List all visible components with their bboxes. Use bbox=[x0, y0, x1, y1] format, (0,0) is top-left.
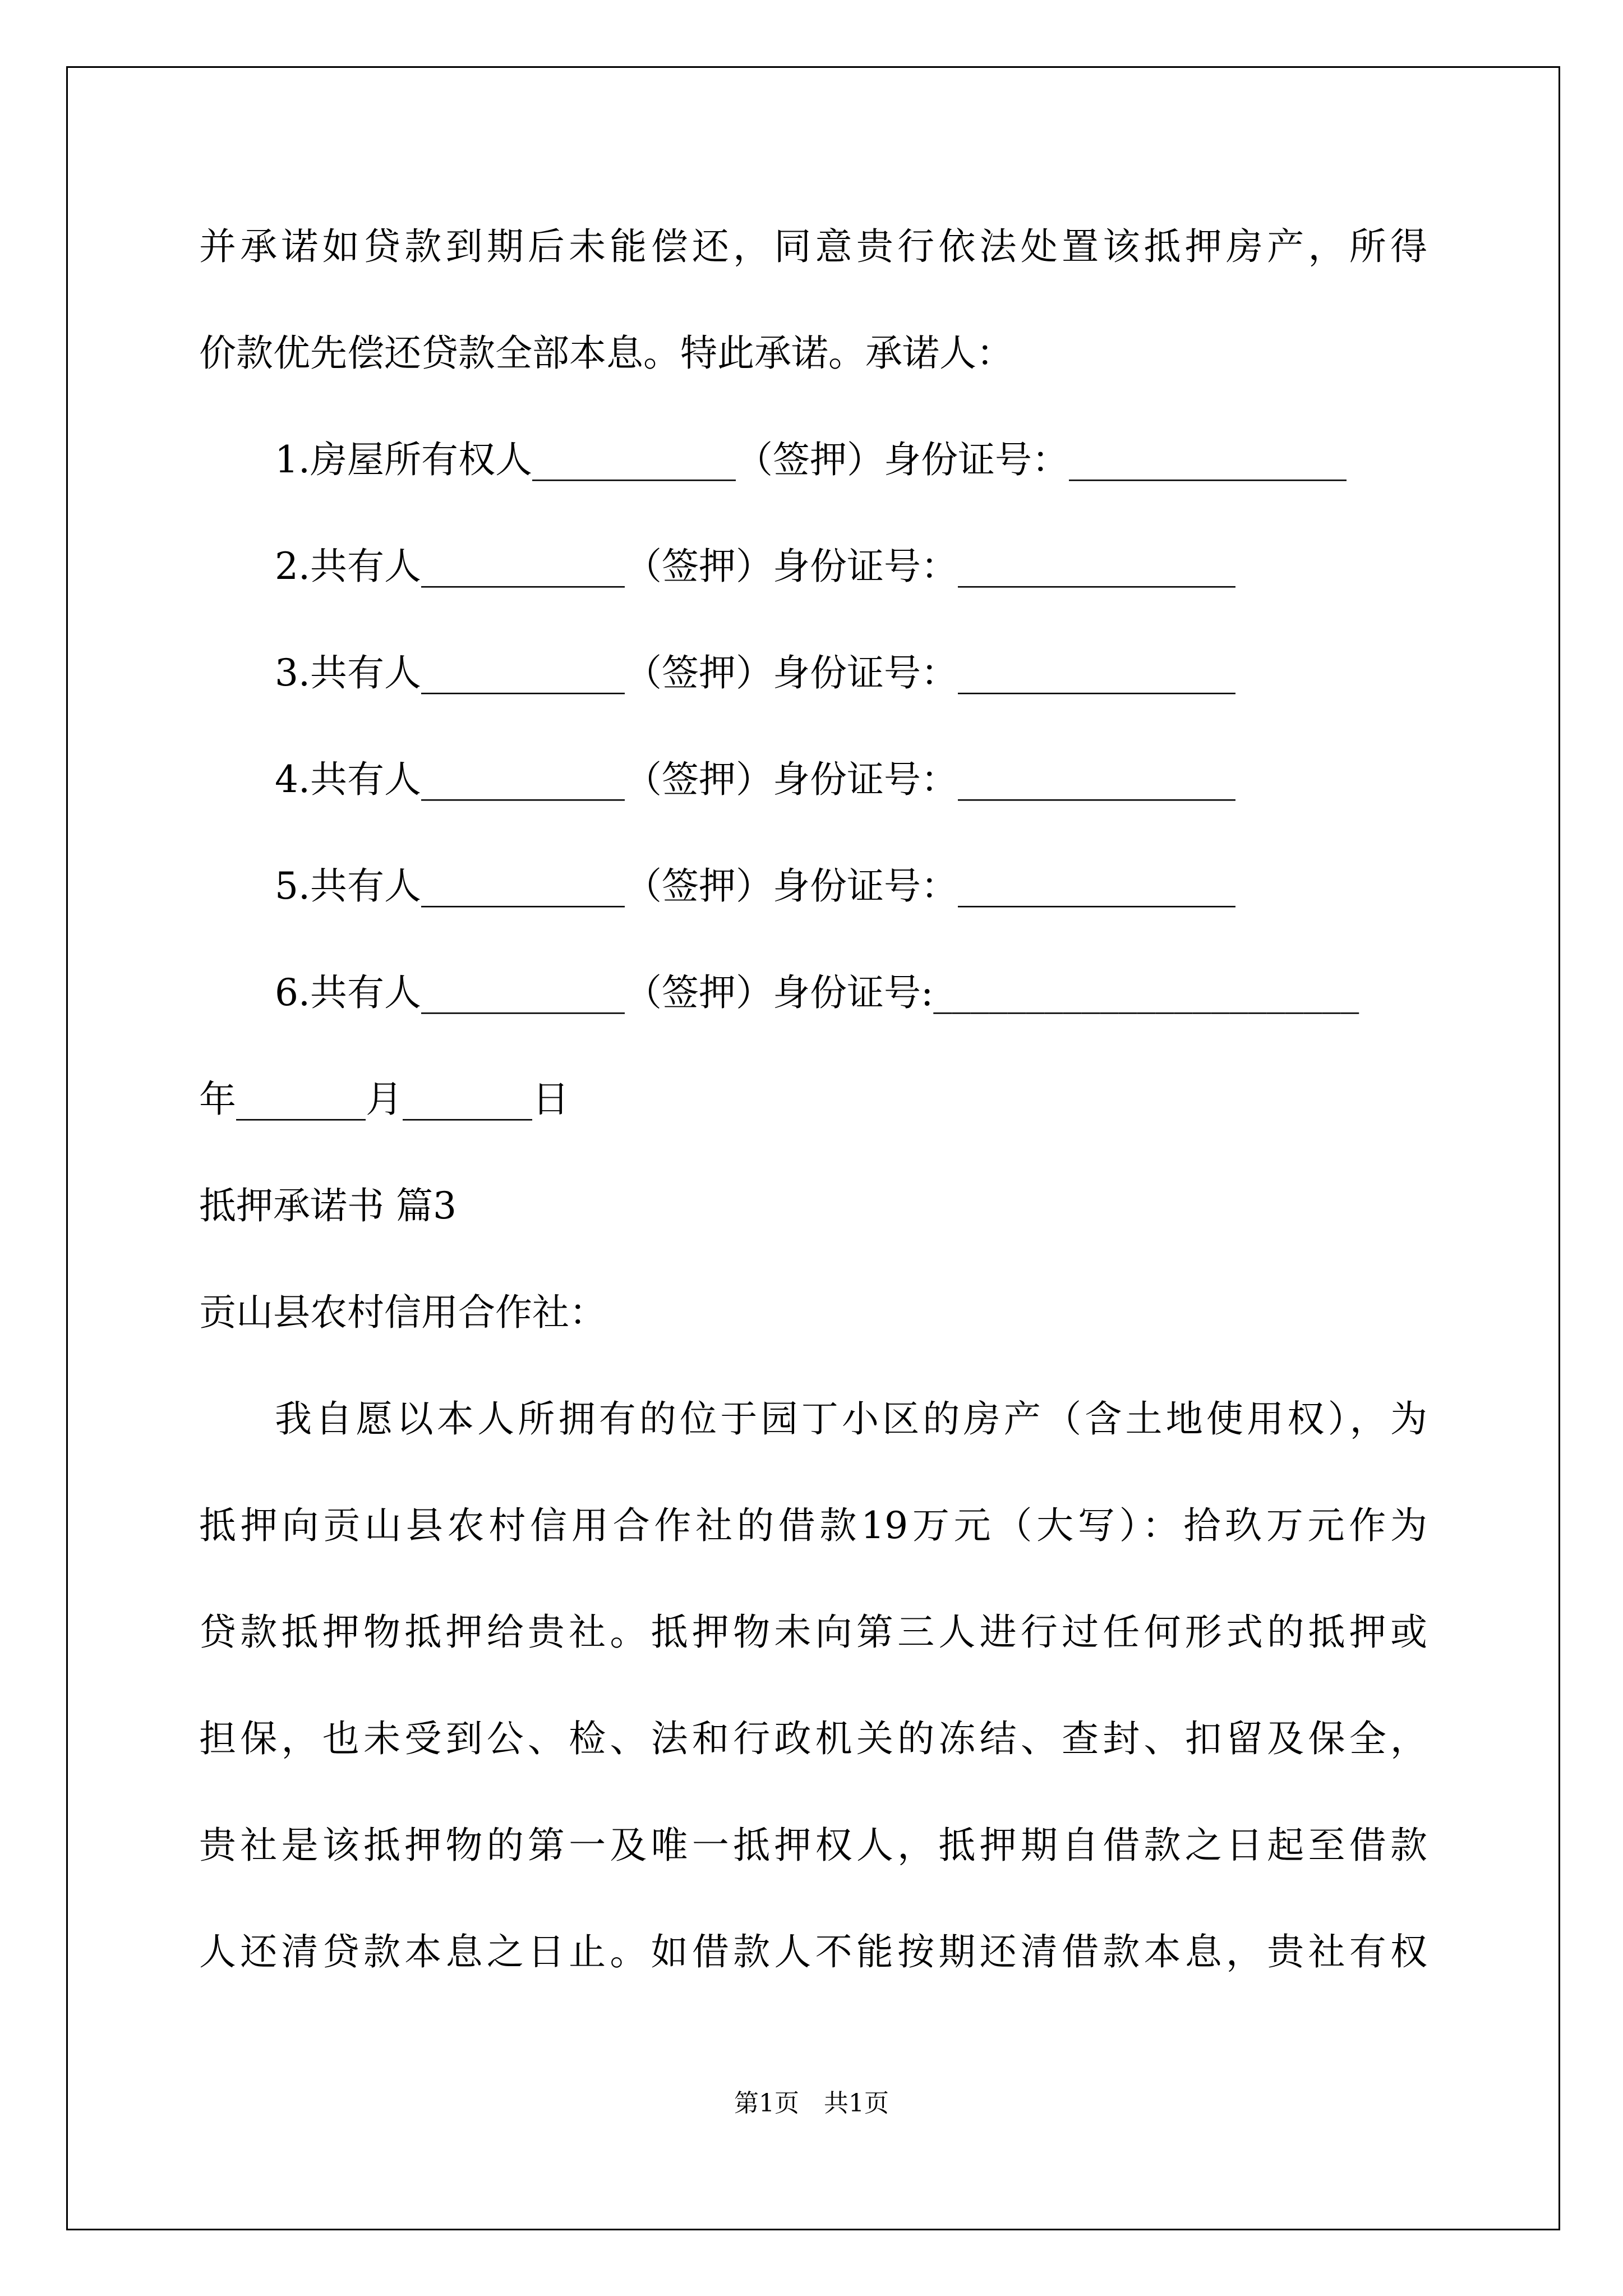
page-border bbox=[66, 66, 1560, 2230]
body-line: 贵社是该抵押物的第一及唯一抵押权人，抵押期自借款之日起至借款 bbox=[199, 1824, 1427, 1867]
body-line: 我自愿以本人所拥有的位于园丁小区的房产（含土地使用权），为 bbox=[275, 1397, 1427, 1441]
date-line: 年_______月_______日 bbox=[199, 1078, 569, 1121]
section-heading: 抵押承诺书 篇3 bbox=[199, 1184, 457, 1227]
signature-line-co-owner: 6.共有人___________（签押）身份证号:_______________________ bbox=[275, 971, 1359, 1014]
signature-line-co-owner: 4.共有人___________（签押）身份证号：_______________ bbox=[275, 758, 1235, 801]
body-line: 价款优先偿还贷款全部本息。特此承诺。承诺人： bbox=[199, 332, 1013, 375]
signature-line-co-owner: 3.共有人___________（签押）身份证号：_______________ bbox=[275, 651, 1235, 694]
body-line: 贷款抵押物抵押给贵社。抵押物未向第三人进行过任何形式的抵押或 bbox=[199, 1611, 1427, 1654]
signature-line-co-owner: 2.共有人___________（签押）身份证号：_______________ bbox=[275, 545, 1235, 588]
body-line: 人还清贷款本息之日止。如借款人不能按期还清借款本息，贵社有权 bbox=[199, 1930, 1427, 1973]
body-line: 并承诺如贷款到期后未能偿还，同意贵行依法处置该抵押房产，所得 bbox=[199, 225, 1427, 268]
body-line: 抵押向贡山县农村信用合作社的借款19万元（大写）：拾玖万元作为 bbox=[199, 1504, 1427, 1547]
signature-line-owner: 1.房屋所有权人___________（签押）身份证号：_______________ bbox=[275, 438, 1347, 481]
page-number-footer: 第1页 共1页 bbox=[734, 2089, 889, 2118]
addressee: 贡山县农村信用合作社： bbox=[199, 1291, 606, 1334]
signature-line-co-owner: 5.共有人___________（签押）身份证号：_______________ bbox=[275, 864, 1235, 908]
body-line: 担保，也未受到公、检、法和行政机关的冻结、查封、扣留及保全， bbox=[199, 1717, 1427, 1760]
